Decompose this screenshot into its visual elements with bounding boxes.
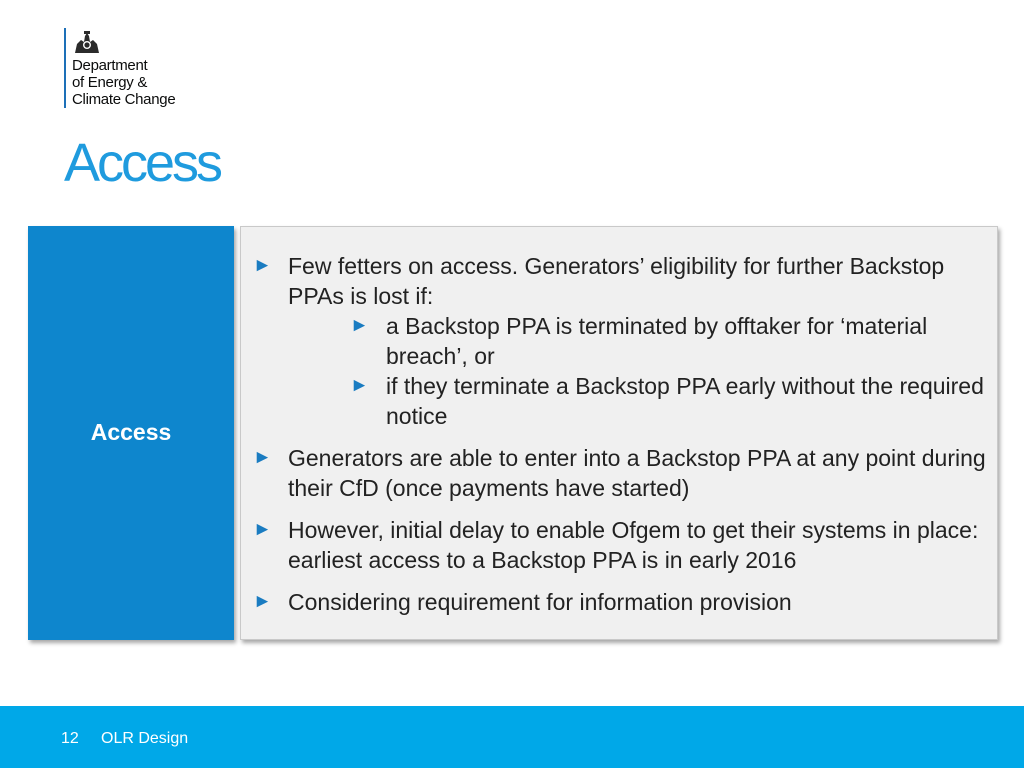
bullet-text: However, initial delay to enable Ofgem to get their systems in place: earliest access to a Backstop PPA is in early 2016 [288, 517, 979, 573]
sub-bullet-list [288, 311, 999, 431]
sub-bullet-item [288, 311, 999, 371]
bullet-arrow-icon: ► [350, 375, 369, 396]
sub-bullet-item [288, 371, 999, 431]
bullet-arrow-icon: ► [253, 255, 272, 276]
bullet-arrow-icon: ► [350, 315, 369, 336]
side-panel-label: Access [90, 418, 172, 445]
page-number: 12 [61, 730, 79, 747]
bullet-arrow-icon: ► [253, 591, 272, 612]
bullet-item [241, 515, 999, 575]
royal-crest-icon [72, 30, 102, 54]
sub-bullet-text: a Backstop PPA is terminated by offtaker for ‘material breach’, or [386, 313, 928, 369]
bullet-text: Generators are able to enter into a Backstop PPA at any point during their CfD (once payments have started) [288, 445, 986, 501]
logo-line-1: Department [72, 57, 148, 74]
footer-label: OLR Design [101, 730, 189, 747]
footer-bar [0, 706, 1024, 768]
bullet-arrow-icon: ► [253, 447, 272, 468]
logo-divider [64, 28, 66, 108]
bullet-item [241, 443, 999, 503]
side-panel [28, 226, 234, 640]
bullet-item [241, 251, 999, 431]
bullet-arrow-icon: ► [253, 519, 272, 540]
sub-bullet-text: if they terminate a Backstop PPA early without the required notice [386, 373, 984, 429]
bullet-item [241, 587, 999, 617]
content-panel [240, 226, 998, 640]
slide-title: Access [64, 133, 221, 193]
bullet-list [241, 251, 999, 629]
logo-line-2: of Energy & [72, 74, 148, 91]
bullet-text: Considering requirement for information provision [288, 589, 792, 615]
logo-line-3: Climate Change [72, 91, 176, 108]
bullet-text: Few fetters on access. Generators’ eligibility for further Backstop PPAs is lost if: [288, 253, 945, 309]
department-logo-text [72, 57, 175, 108]
